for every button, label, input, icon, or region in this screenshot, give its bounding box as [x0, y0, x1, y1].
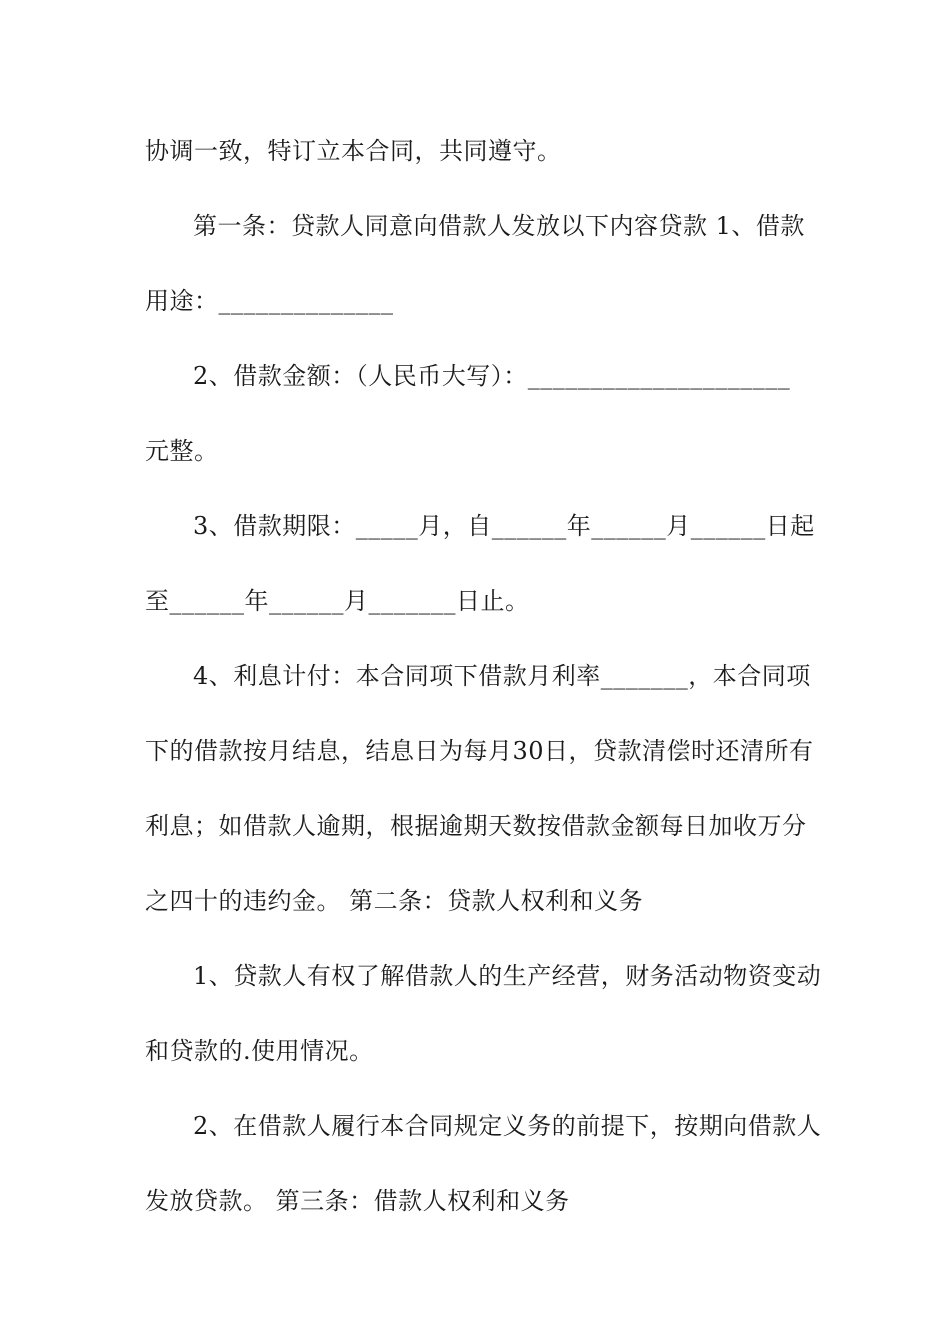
text-line: 1、贷款人有权了解借款人的生产经营，财务活动物资变动: [193, 962, 822, 990]
text-line: 用途：______________: [145, 287, 394, 315]
text-line: 发放贷款。 第三条：借款人权利和义务: [145, 1187, 570, 1215]
text-line: 协调一致，特订立本合同，共同遵守。: [145, 137, 562, 165]
text-line: 至______年______月_______日止。: [145, 587, 530, 615]
text-line: 第一条：贷款人同意向借款人发放以下内容贷款 1、借款: [193, 212, 805, 240]
text-line: 2、借款金额：（人民币大写）：_____________________: [193, 362, 791, 390]
text-line: 和贷款的.使用情况。: [145, 1037, 374, 1065]
text-line: 下的借款按月结息，结息日为每月30日，贷款清偿时还清所有: [145, 737, 814, 765]
text-line: 利息；如借款人逾期，根据逾期天数按借款金额每日加收万分: [145, 812, 807, 840]
text-line: 3、借款期限：_____月，自______年______月______日起: [193, 512, 815, 540]
text-line: 之四十的违约金。 第二条：贷款人权利和义务: [145, 887, 644, 915]
text-line: 元整。: [145, 437, 219, 465]
text-line: 2、在借款人履行本合同规定义务的前提下，按期向借款人: [193, 1112, 822, 1140]
text-line: 4、利息计付：本合同项下借款月利率_______，本合同项: [193, 662, 811, 690]
